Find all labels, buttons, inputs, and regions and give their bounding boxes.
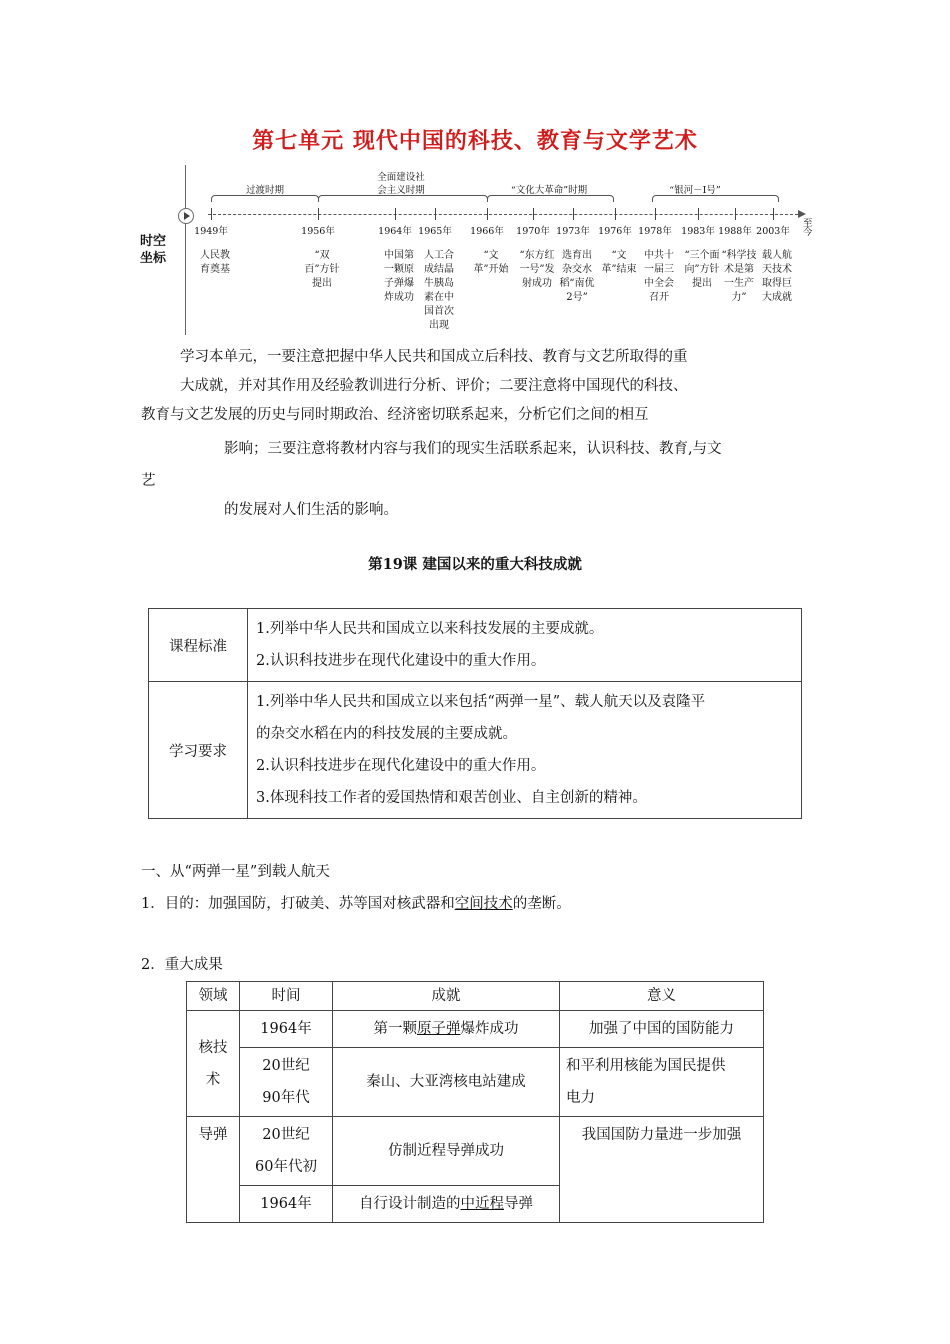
- achievement-text: 爆炸成功: [460, 1021, 519, 1037]
- results-table: [186, 981, 764, 1223]
- timeline-axis: [208, 214, 798, 215]
- time-cell: [240, 1117, 333, 1186]
- requirements-cell: [248, 682, 802, 819]
- unit-title: 第七单元 现代中国的科技、教育与文学艺术: [252, 129, 698, 154]
- field-cell: [187, 1011, 240, 1117]
- table-row: [149, 609, 802, 682]
- achievement-underlined: 中近程: [460, 1196, 504, 1212]
- list-item: 1.列举中华人民共和国成立以来科技发展的主要成就。: [256, 621, 604, 637]
- timeline-year: 2003年: [756, 226, 790, 237]
- timeline-year: 1973年: [556, 226, 590, 237]
- timeline-event: “双百”方针提出: [304, 250, 340, 289]
- table-row: [187, 1011, 764, 1048]
- achievement-underlined: 原子弹: [417, 1021, 461, 1037]
- timeline-tick: [773, 208, 774, 220]
- section-heading: 一、从“两弹一星”到载人航天: [141, 864, 330, 880]
- list-item: 的杂交水稻在内的科技发展的主要成就。: [256, 726, 517, 742]
- time-cell: [240, 1048, 333, 1117]
- achievement-text: 导弹: [504, 1196, 533, 1212]
- timeline-tick: [487, 208, 488, 220]
- requirements-header: 学习要求: [149, 682, 248, 819]
- period-label: 过渡时期: [245, 185, 285, 196]
- intro-line: 学习本单元，一要注意把握中华人民共和国成立后科技、教育与文艺所取得的重: [180, 349, 688, 365]
- list-item: 3.体现科技工作者的爱国热情和艰苦创业、自主创新的精神。: [256, 790, 647, 806]
- purpose-post: 的垄断。: [512, 896, 571, 912]
- column-header: 时间: [240, 982, 333, 1011]
- timeline-year: 1949年: [194, 226, 228, 237]
- timeline-event: “东方红一号”发射成功: [519, 250, 555, 289]
- timeline-year: 1983年: [681, 226, 715, 237]
- column-header: 意义: [560, 982, 764, 1011]
- standards-table: [148, 608, 802, 819]
- timeline-side-label-2: 坐标: [140, 251, 167, 266]
- time-text: 20世纪: [262, 1127, 310, 1143]
- lesson-title: 第19课 建国以来的重大科技成就: [368, 556, 582, 573]
- period-brace: [652, 195, 779, 202]
- results-heading: 2．重大成果: [141, 957, 223, 973]
- table-row: [187, 982, 764, 1011]
- achievement-cell: [333, 1186, 560, 1223]
- significance-cell: [560, 1048, 764, 1117]
- period-brace: [211, 195, 319, 202]
- significance-text: 电力: [566, 1090, 595, 1106]
- period-label: 全面建设社: [377, 172, 425, 183]
- timeline-tick: [573, 208, 574, 220]
- timeline-event: 人民教育奠基: [200, 250, 230, 275]
- timeline-year: 1976年: [598, 226, 632, 237]
- timeline-event: “科学技术是第一生产力”: [721, 250, 757, 303]
- list-item: 2.认识科技进步在现代化建设中的重大作用。: [256, 758, 546, 774]
- achievement-text: 第一颗: [373, 1021, 417, 1037]
- timeline-tick: [318, 208, 319, 220]
- achievement-text: 自行设计制造的: [359, 1196, 461, 1212]
- play-arrow-icon: [178, 208, 194, 224]
- table-row: [187, 1117, 764, 1186]
- timeline-year: 1988年: [718, 226, 752, 237]
- timeline-tick: [533, 208, 534, 220]
- timeline-year: 1970年: [516, 226, 550, 237]
- time-cell: 1964年: [240, 1186, 333, 1223]
- timeline-tick: [615, 208, 616, 220]
- timeline-year: 1956年: [301, 226, 335, 237]
- timeline-event: “三个面向”方针提出: [684, 250, 720, 289]
- field-text: 术: [205, 1071, 221, 1088]
- time-cell: 1964年: [240, 1011, 333, 1048]
- intro-line: 影响；三要注意将教材内容与我们的现实生活联系起来，认识科技、教育,与文: [224, 441, 722, 457]
- achievement-cell: 仿制近程导弹成功: [333, 1117, 560, 1186]
- significance-cell: 我国国防力量进一步加强: [560, 1117, 764, 1223]
- timeline-tick: [395, 208, 396, 220]
- timeline-tick: [698, 208, 699, 220]
- time-text: 20世纪: [262, 1058, 310, 1074]
- intro-line: 大成就，并对其作用及经验教训进行分析、评价；二要注意将中国现代的科技、: [180, 378, 688, 394]
- timeline-event: 中共十一届三中全会召开: [644, 250, 674, 303]
- timeline-event: 载人航天技术取得巨大成就: [762, 250, 792, 303]
- timeline-event: “文革”开始: [473, 250, 509, 275]
- period-brace: [487, 195, 614, 202]
- period-label: “文化大革命”时期: [510, 185, 588, 196]
- timeline-end-label: 至今: [803, 218, 813, 238]
- timeline-event: “文革”结束: [601, 250, 637, 275]
- intro-line: 教育与文艺发展的历史与同时期政治、经济密切联系起来，分析它们之间的相互: [141, 407, 649, 423]
- table-row: [187, 1048, 764, 1117]
- timeline-vertical-line: [185, 165, 186, 335]
- purpose-text: [141, 892, 571, 913]
- purpose-pre: 1．目的：加强国防，打破美、苏等国对核武器和: [141, 896, 455, 912]
- column-header: 领域: [187, 982, 240, 1011]
- significance-text: 和平利用核能为国民提供: [566, 1058, 726, 1074]
- timeline-tick: [655, 208, 656, 220]
- axis-arrow-icon: [798, 210, 806, 218]
- timeline-year: 1965年: [418, 226, 452, 237]
- timeline-year: 1966年: [470, 226, 504, 237]
- field-text: 核技: [198, 1039, 228, 1056]
- timeline-year: 1978年: [638, 226, 672, 237]
- timeline-tick: [435, 208, 436, 220]
- timeline-event: 选育出杂交水稻“南优2号”: [559, 250, 595, 303]
- period-label: 会主义时期: [377, 185, 425, 196]
- purpose-underlined: 空间技术: [454, 896, 513, 912]
- time-text: 90年代: [262, 1090, 310, 1106]
- timeline-year: 1964年: [378, 226, 412, 237]
- list-item: 1.列举中华人民共和国成立以来包括“两弹一星”、载人航天以及袁隆平: [256, 694, 706, 710]
- achievement-cell: 秦山、大亚湾核电站建成: [333, 1048, 560, 1117]
- intro-line: 的发展对人们生活的影响。: [224, 502, 398, 518]
- timeline-event: 人工合成结晶牛胰岛素在中国首次出现: [424, 250, 454, 331]
- column-header: 成就: [333, 982, 560, 1011]
- standards-cell: [248, 609, 802, 682]
- list-item: 2.认识科技进步在现代化建设中的重大作用。: [256, 653, 546, 669]
- time-text: 60年代初: [255, 1159, 317, 1175]
- standards-header: 课程标准: [149, 609, 248, 682]
- intro-line: 艺: [141, 473, 156, 489]
- achievement-cell: [333, 1011, 560, 1048]
- field-cell: 导弹: [187, 1117, 240, 1223]
- period-label: “银河－Ⅰ号”: [669, 185, 721, 196]
- timeline-event: 中国第一颗原子弹爆炸成功: [384, 250, 414, 303]
- timeline: [135, 165, 825, 340]
- period-brace: [318, 195, 488, 202]
- timeline-side-label-1: 时空: [140, 234, 167, 249]
- significance-cell: 加强了中国的国防能力: [560, 1011, 764, 1048]
- table-row: [149, 682, 802, 819]
- timeline-tick: [735, 208, 736, 220]
- timeline-tick: [211, 208, 212, 220]
